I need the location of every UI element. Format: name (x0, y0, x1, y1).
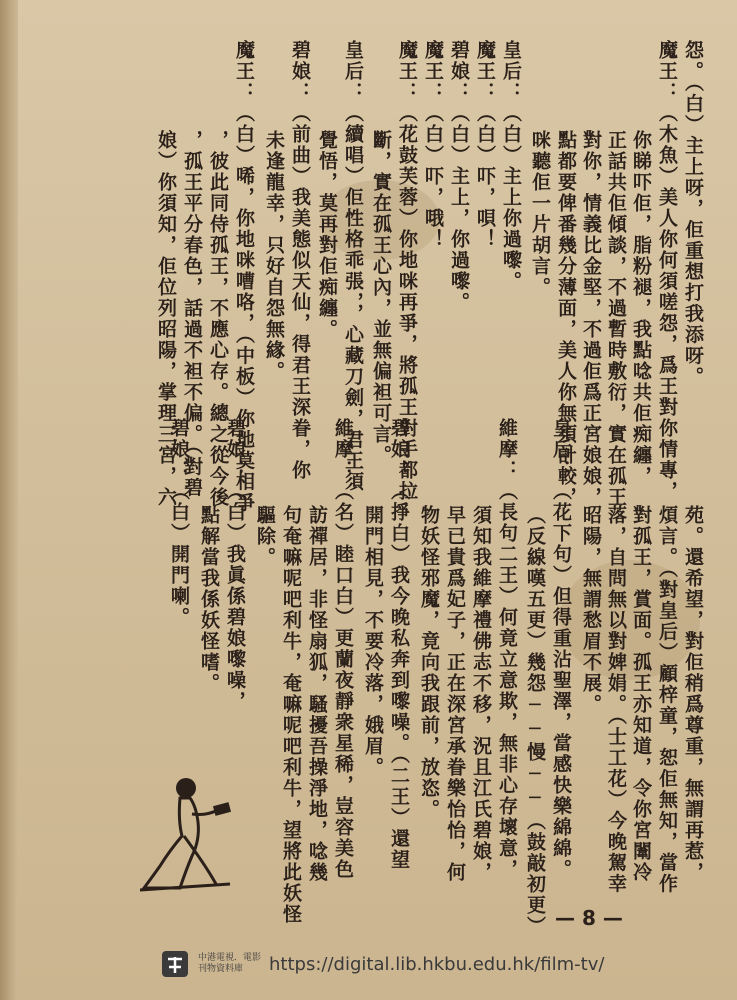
text-column: 覺悟，莫再對佢痴纏。 (316, 130, 338, 340)
text-column: 碧娘：（白）主上，你過嚟。 (448, 40, 470, 313)
text-column: 娘）你須知，佢位列昭陽，掌理三宮，六 (155, 130, 177, 508)
text-column: 物妖怪邪魔，竟向我跟前，放恣。 (418, 505, 440, 820)
text-column: 句奄嘛呢吧利牛，奄嘛呢吧利牛，望將此妖怪 (280, 505, 302, 925)
text-column: 維摩：（長句二王）何竟立意欺，無非心存壞意， (496, 418, 518, 880)
text-column: 訪禪居，非怪扇狐，騷擾吾操淨地，唸幾 (306, 505, 328, 883)
text-column: 碧娘：（白）開門喇。 (168, 418, 190, 628)
archive-logo-text (198, 953, 261, 975)
text-column: 碧娘：（前曲）我美態似天仙，得君王深眷，你 (289, 40, 311, 481)
text-column: 昭陽，無謂愁眉不展。 (580, 505, 602, 715)
text-column: 咪聽佢一片胡言。 (529, 130, 551, 298)
text-column: 對孤王，賞面。孤王亦知道，令你宮闈冷 (630, 505, 652, 883)
text-column: 落，自問無以對婢娟。（士工花）今晚駕幸 (605, 505, 627, 895)
text-column: 魔王：（花鼓芙蓉）你地咪再爭，將孤王對手都拉 (396, 40, 418, 502)
text-column: 正話共佢傾談，不過暫時敷衍，實在孤王 (605, 130, 627, 508)
text-column: 點解當我係妖怪嗜。 (198, 505, 220, 694)
text-column: 對你，情義比金堅，不過佢爲正宮娘娘， (580, 130, 602, 508)
text-column: （反線嘆五更）幾怨──慢──（鼓敲初更） (524, 505, 546, 937)
text-column: 斷，實在孤王心內，並無偏袒可言。 (370, 130, 392, 466)
text-column: ，孤王平分春色，話過不袒不偏。（對碧 (181, 130, 203, 499)
page-edge (0, 0, 18, 1000)
text-column: 早已貴爲妃子，正在深宮承眷樂怡怡，何 (444, 505, 466, 883)
text-column: 皇后：（花下句）但得重沾聖澤，當感快樂綿綿。 (550, 418, 572, 880)
text-column: 煩言。（對皇后）顧梓童，恕佢無知，當作 (656, 505, 678, 895)
text-column: 魔王：（白）吓，哦！ (422, 40, 444, 250)
text-column: 你睇吓佢，脂粉褪，我點唸共佢痴纏， (630, 130, 652, 487)
text-column: 魔王：（白）唏，你地咪嘈咯，（中板）你地莫相爭 (233, 40, 255, 514)
logo-line-1: 中港電視．電影 (198, 953, 262, 963)
logo-line-2: 刊物資料庫 (198, 964, 244, 974)
text-column: 怨。（白）主上呀，佢重想打我添呀。 (682, 40, 704, 388)
text-column: 皇后：（續唱）佢性格乖張，，心藏刀劍，君王須 (342, 40, 364, 493)
text-column: 皇后：（白）主上你過嚟。 (500, 40, 522, 292)
text-column: 碧娘：（掙白）我今晚私奔到嚟噪。（二王）還望 (388, 418, 410, 871)
text-column: 維摩：（名）睦口白）更蘭夜靜衆星稀，豈容美色 (332, 418, 354, 880)
kneeling-woman-illustration (140, 770, 240, 895)
page-number: — 8 — (555, 906, 623, 930)
archive-footer (160, 948, 604, 980)
text-column: 苑。還希望，對佢稍爲尊重，無謂再惹， (682, 505, 704, 883)
text-column: 驅除。 (254, 505, 276, 568)
text-column: 未逢龍幸，只好自怨無緣。 (263, 130, 285, 382)
text-column: ，彼此同侍孤王，不應心存。總之從今後 (207, 130, 229, 508)
text-column: 須知我維摩禮佛志不移，況且江氏碧娘， (470, 505, 492, 883)
archive-url-link[interactable]: https://digital.lib.hkbu.edu.hk/film-tv/ (269, 953, 605, 975)
text-column: 魔王：（白）吓，唄！ (474, 40, 496, 250)
archive-logo-icon (160, 949, 190, 979)
text-column: 碧娘：（白）我眞係碧娘嚟噪， (224, 418, 246, 712)
text-column: 魔王：（木魚）美人你何須嗟怨，爲王對你情專， (656, 40, 678, 502)
text-column: 點都要俾番幾分薄面，美人你無須計較， (555, 130, 577, 508)
text-column: 開門相見，不要冷落，娥眉。 (362, 505, 384, 778)
